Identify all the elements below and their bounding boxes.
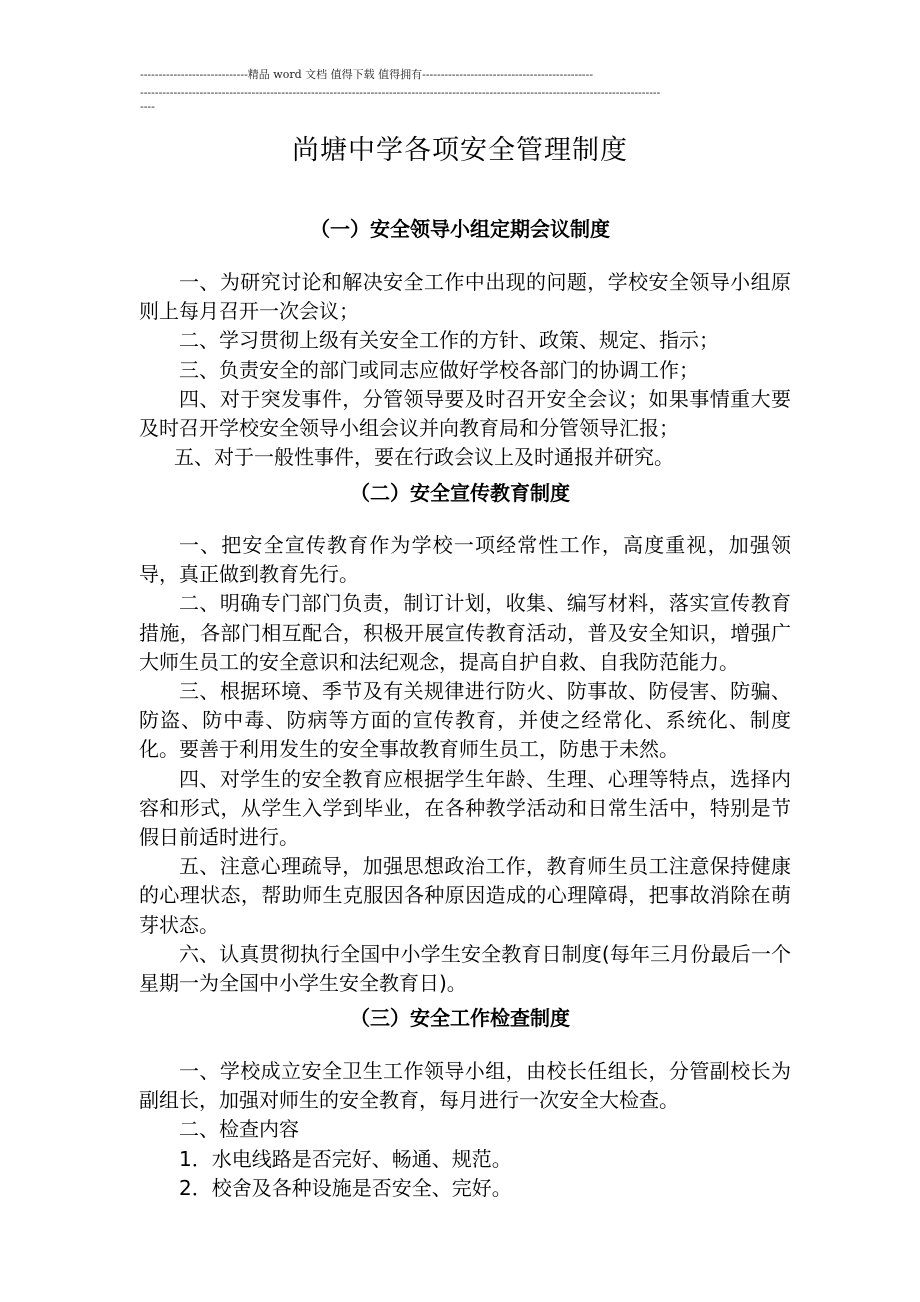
paragraph: 四、对学生的安全教育应根据学生年龄、生理、心理等特点，选择内容和形式，从学生入学到毕业，在各种教学活动和日常生活中，特别是节假日前适时进行。 — [139, 766, 791, 850]
section-body-2 — [139, 531, 791, 998]
paragraph: 三、根据环境、季节及有关规律进行防火、防事故、防侵害、防骗、防盗、防中毒、防病等方面的宣传教育，并使之经常化、系统化、制度化。要善于利用发生的安全事故教育师生员工，防患于未然。 — [139, 679, 791, 762]
paragraph: 五、注意心理疏导，加强思想政治工作，教育师生员工注意保持健康的心理状态，帮助师生克服因各种原因造成的心理障碍，把事故消除在萌芽状态。 — [139, 854, 791, 937]
paragraph: 一、为研究讨论和解决安全工作中出现的问题，学校安全领导小组原则上每月召开一次会议； — [139, 270, 791, 324]
paragraph: 三、负责安全的部门或同志应做好学校各部门的协调工作； — [179, 357, 699, 382]
list-item: 1．水电线路是否完好、畅通、规范。 — [179, 1146, 512, 1171]
section-heading-2: （二）安全宣传教育制度 — [350, 481, 570, 505]
paragraph: 六、认真贯彻执行全国中小学生安全教育日制度(每年三月份最后一个星期一为全国中小学生安全教育日)。 — [139, 941, 791, 996]
header-dash-line-3: ---- — [140, 100, 155, 113]
header-dash-line-2: -------------------------------------------------------------------------------------------------------------------------------------------- — [140, 86, 661, 99]
list-item: 2．校舍及各种设施是否安全、完好。 — [179, 1175, 512, 1200]
section-heading-1: （一）安全领导小组定期会议制度 — [310, 217, 610, 241]
paragraph: 五、对于一般性事件，要在行政会议上及时通报并研究。 — [174, 445, 674, 470]
paragraph: 四、对于突发事件，分管领导要及时召开安全会议；如果事情重大要及时召开学校安全领导小组会议并向教育局和分管领导汇报； — [139, 386, 791, 441]
paragraph: 二、检查内容 — [179, 1117, 299, 1142]
paragraph: 二、学习贯彻上级有关安全工作的方针、政策、规定、指示； — [179, 328, 719, 353]
section-body-1 — [139, 268, 791, 472]
section-heading-3: （三）安全工作检查制度 — [350, 1006, 570, 1030]
section-body-3 — [139, 1057, 791, 1203]
header-dash-line-1: -----------------------------精品 word 文档 值得下载 值得拥有---------------------------------------------- — [140, 68, 594, 81]
document-title: 尚塘中学各项安全管理制度 — [292, 135, 628, 166]
paragraph: 一、把安全宣传教育作为学校一项经常性工作，高度重视，加强领导，真正做到教育先行。 — [139, 533, 791, 587]
paragraph: 二、明确专门部门负责，制订计划，收集、编写材料，落实宣传教育措施，各部门相互配合，积极开展宣传教育活动，普及安全知识，增强广大师生员工的安全意识和法纪观念，提高自护自救、自我防范能力。 — [139, 591, 791, 674]
paragraph: 一、学校成立安全卫生工作领导小组，由校长任组长，分管副校长为副组长，加强对师生的安全教育，每月进行一次安全大检查。 — [139, 1059, 791, 1113]
